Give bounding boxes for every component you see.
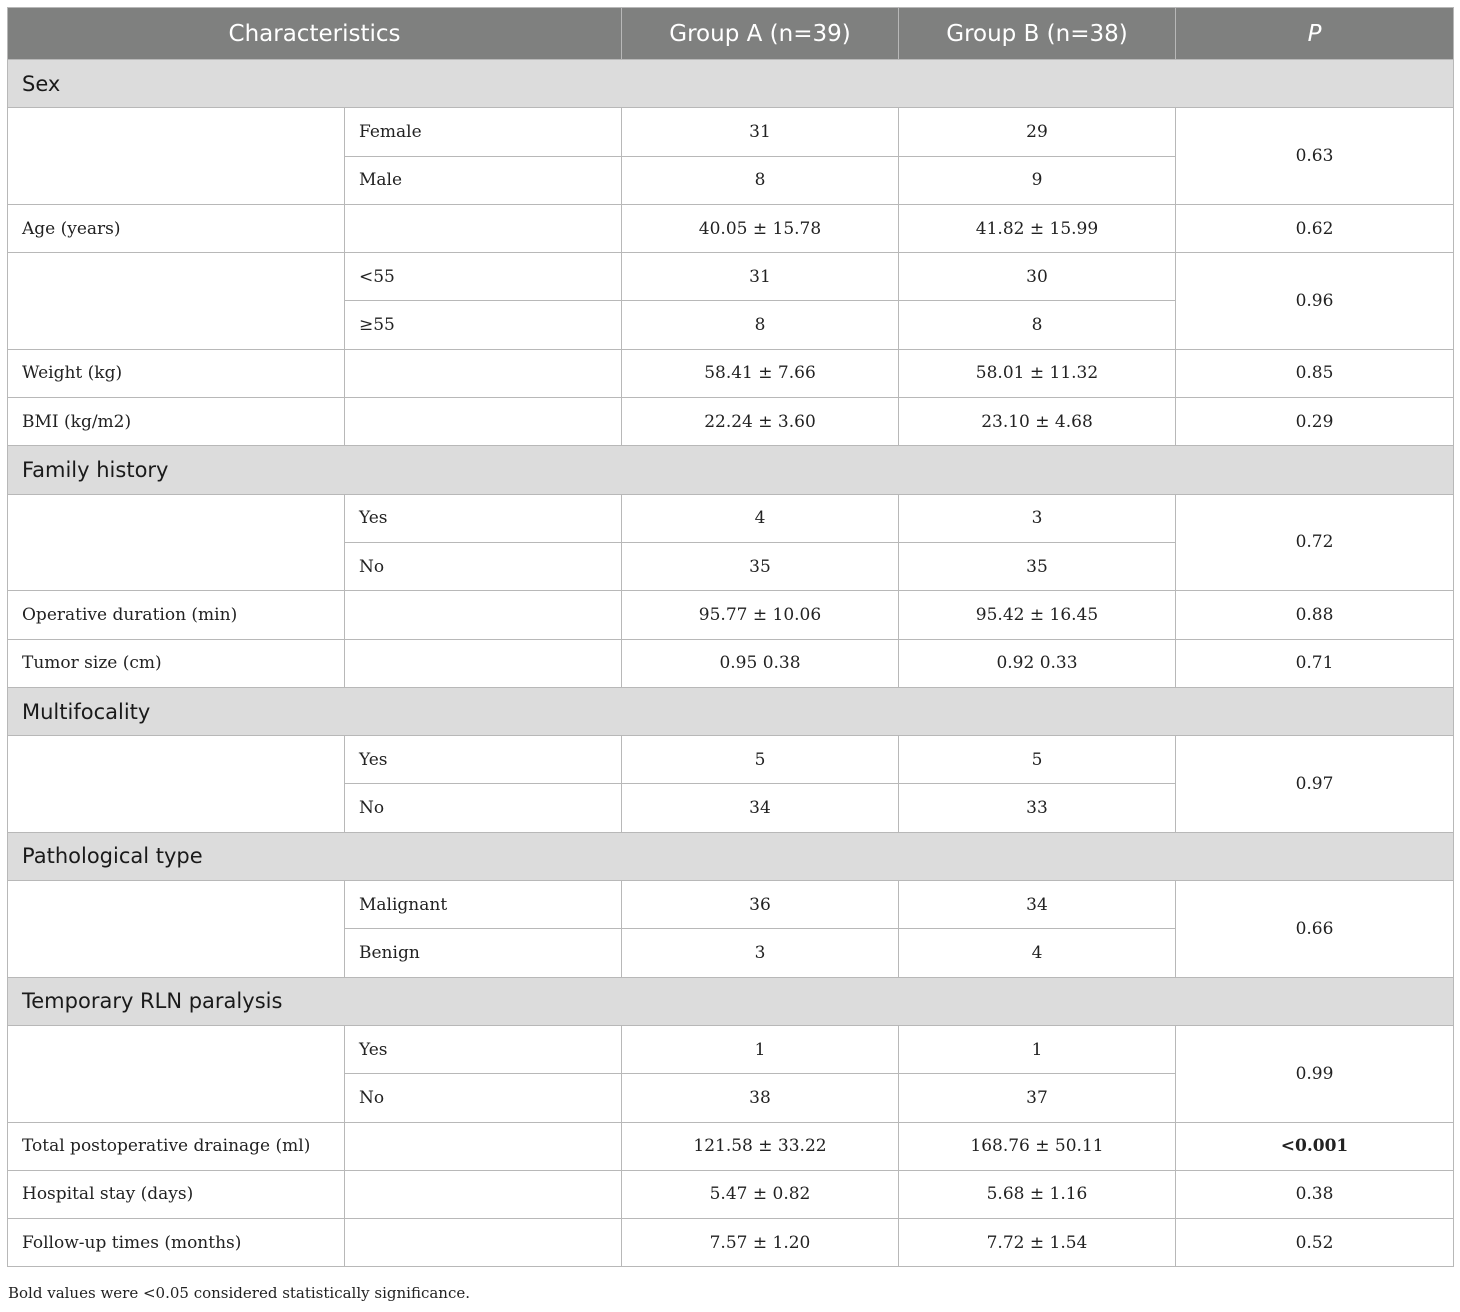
row-sublabel: Yes [345, 494, 622, 542]
group-a-value: 31 [622, 253, 899, 301]
p-value: 0.62 [1176, 204, 1454, 252]
section-row [8, 687, 1454, 735]
table-row [8, 1025, 1454, 1073]
p-value: 0.96 [1176, 253, 1454, 350]
row-label: BMI (kg/m2) [8, 398, 345, 446]
group-b-value: 168.76 ± 50.11 [899, 1122, 1176, 1170]
row-sublabel: No [345, 542, 622, 590]
table-row [8, 204, 1454, 252]
table-row [8, 108, 1454, 156]
characteristics-table [7, 7, 1454, 1267]
p-value: 0.66 [1176, 881, 1454, 978]
row-sublabel: Male [345, 156, 622, 204]
p-value: 0.97 [1176, 736, 1454, 833]
table-row [8, 1122, 1454, 1170]
row-label [8, 881, 345, 978]
group-a-value: 5.47 ± 0.82 [622, 1170, 899, 1218]
group-b-value: 29 [899, 108, 1176, 156]
row-label: Weight (kg) [8, 349, 345, 397]
section-row [8, 60, 1454, 108]
group-a-value: 0.95 0.38 [622, 639, 899, 687]
row-sublabel: Yes [345, 736, 622, 784]
group-b-value: 37 [899, 1074, 1176, 1122]
header-group-b: Group B (n=38) [899, 8, 1176, 60]
group-a-value: 8 [622, 156, 899, 204]
group-b-value: 1 [899, 1025, 1176, 1073]
table-row [8, 398, 1454, 446]
group-a-value: 35 [622, 542, 899, 590]
row-label [8, 108, 345, 205]
section-label: Pathological type [8, 832, 1454, 880]
group-b-value: 34 [899, 881, 1176, 929]
group-a-value: 38 [622, 1074, 899, 1122]
row-sublabel: Female [345, 108, 622, 156]
p-value: 0.52 [1176, 1219, 1454, 1267]
group-b-value: 30 [899, 253, 1176, 301]
section-row [8, 977, 1454, 1025]
row-sublabel: <55 [345, 253, 622, 301]
p-value: 0.72 [1176, 494, 1454, 591]
group-b-value: 8 [899, 301, 1176, 349]
row-sublabel [345, 639, 622, 687]
row-sublabel: Malignant [345, 881, 622, 929]
row-sublabel: No [345, 784, 622, 832]
group-a-value: 58.41 ± 7.66 [622, 349, 899, 397]
row-label [8, 1025, 345, 1122]
row-sublabel [345, 398, 622, 446]
group-a-value: 34 [622, 784, 899, 832]
table-row [8, 253, 1454, 301]
table-body [8, 60, 1454, 1267]
group-b-value: 5.68 ± 1.16 [899, 1170, 1176, 1218]
row-label: Tumor size (cm) [8, 639, 345, 687]
table-row [8, 1219, 1454, 1267]
group-b-value: 58.01 ± 11.32 [899, 349, 1176, 397]
row-label: Total postoperative drainage (ml) [8, 1122, 345, 1170]
group-a-value: 95.77 ± 10.06 [622, 591, 899, 639]
row-sublabel [345, 591, 622, 639]
group-a-value: 3 [622, 929, 899, 977]
p-value: 0.29 [1176, 398, 1454, 446]
row-sublabel: Benign [345, 929, 622, 977]
p-value: 0.71 [1176, 639, 1454, 687]
row-label: Follow-up times (months) [8, 1219, 345, 1267]
group-b-value: 7.72 ± 1.54 [899, 1219, 1176, 1267]
row-sublabel [345, 1170, 622, 1218]
section-label: Family history [8, 446, 1454, 494]
group-b-value: 0.92 0.33 [899, 639, 1176, 687]
row-label: Hospital stay (days) [8, 1170, 345, 1218]
p-value: 0.38 [1176, 1170, 1454, 1218]
group-b-value: 5 [899, 736, 1176, 784]
table-row [8, 881, 1454, 929]
table-row [8, 1170, 1454, 1218]
group-a-value: 40.05 ± 15.78 [622, 204, 899, 252]
group-b-value: 3 [899, 494, 1176, 542]
group-a-value: 4 [622, 494, 899, 542]
row-sublabel [345, 1122, 622, 1170]
p-value: 0.88 [1176, 591, 1454, 639]
group-b-value: 9 [899, 156, 1176, 204]
row-label [8, 253, 345, 350]
group-a-value: 121.58 ± 33.22 [622, 1122, 899, 1170]
row-sublabel [345, 1219, 622, 1267]
section-label: Sex [8, 60, 1454, 108]
group-b-value: 23.10 ± 4.68 [899, 398, 1176, 446]
row-label: Age (years) [8, 204, 345, 252]
row-sublabel [345, 204, 622, 252]
group-a-value: 8 [622, 301, 899, 349]
group-b-value: 35 [899, 542, 1176, 590]
group-a-value: 31 [622, 108, 899, 156]
row-label [8, 736, 345, 833]
section-row [8, 446, 1454, 494]
p-value: 0.99 [1176, 1025, 1454, 1122]
row-sublabel [345, 349, 622, 397]
group-a-value: 5 [622, 736, 899, 784]
group-b-value: 41.82 ± 15.99 [899, 204, 1176, 252]
section-label: Multifocality [8, 687, 1454, 735]
row-label: Operative duration (min) [8, 591, 345, 639]
section-label: Temporary RLN paralysis [8, 977, 1454, 1025]
row-sublabel: Yes [345, 1025, 622, 1073]
p-value: <0.001 [1176, 1122, 1454, 1170]
table-row [8, 591, 1454, 639]
p-value: 0.85 [1176, 349, 1454, 397]
table-row [8, 349, 1454, 397]
group-a-value: 36 [622, 881, 899, 929]
table-row [8, 736, 1454, 784]
group-b-value: 33 [899, 784, 1176, 832]
table-footnote: Bold values were <0.05 considered statistically significance. [8, 1284, 470, 1302]
header-group-a: Group A (n=39) [622, 8, 899, 60]
table-row [8, 639, 1454, 687]
table-row [8, 494, 1454, 542]
table-header-row [8, 8, 1454, 60]
row-sublabel: ≥55 [345, 301, 622, 349]
group-a-value: 22.24 ± 3.60 [622, 398, 899, 446]
p-value: 0.63 [1176, 108, 1454, 205]
group-a-value: 7.57 ± 1.20 [622, 1219, 899, 1267]
section-row [8, 832, 1454, 880]
group-b-value: 95.42 ± 16.45 [899, 591, 1176, 639]
row-label [8, 494, 345, 591]
group-a-value: 1 [622, 1025, 899, 1073]
group-b-value: 4 [899, 929, 1176, 977]
row-sublabel: No [345, 1074, 622, 1122]
header-p-value: P [1176, 8, 1454, 60]
header-characteristics: Characteristics [8, 8, 622, 60]
